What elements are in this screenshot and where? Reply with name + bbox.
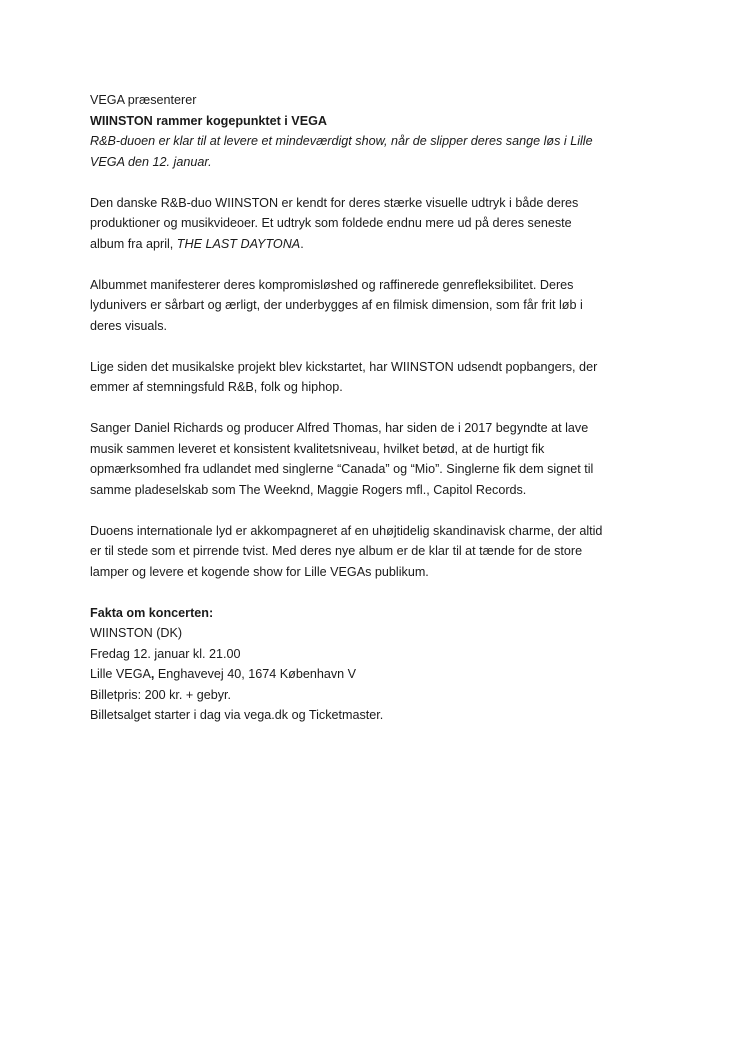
paragraph-5 [90,521,670,583]
paragraph-3 [90,357,670,398]
paragraph-4 [90,418,670,500]
album-title: THE LAST DAYTONA [176,236,301,251]
subheading-line-2: VEGA den 12. januar. [90,154,212,169]
facts-heading: Fakta om koncerten: [90,605,214,620]
facts-date-time: Fredag 12. januar kl. 21.00 [90,646,241,661]
paragraph-2 [90,275,670,337]
venue-address: Enghavevej 40, 1674 København V [154,667,357,681]
paragraph-1-line-1: Den danske R&B-duo WIINSTON er kendt for deres stærke visuelle udtryk i både deres [90,195,579,210]
facts-venue [90,664,670,685]
paragraph-4-line-3: opmærksomhed fra udlandet med singlerne “Canada” og “Mio”. Singlerne fik dem signet til [90,462,594,476]
album-prefix: album fra april, [90,236,177,251]
facts-price: Billetpris: 200 kr. + gebyr. [90,687,232,702]
paragraph-4-line-1: Sanger Daniel Richards og producer Alfred Thomas, har siden de i 2017 begyndte at lave [90,421,589,435]
venue-comma: , [150,667,155,681]
paragraph-1-line-2: produktioner og musikvideoer. Et udtryk som foldede endnu mere ud på deres seneste [90,216,572,230]
subheading-line-1: R&B-duoen er klar til at levere et mindeværdigt show, når de slipper deres sange løs i Lille [90,134,593,148]
paragraph-4-line-2: musik sammen leveret et konsistent kvalitetsniveau, hvilket betød, at de hurtigt fik [90,441,545,456]
album-suffix: . [300,236,304,251]
paragraph-4-line-4: samme pladeselskab som The Weeknd, Maggie Rogers mfl., Capitol Records. [90,482,527,497]
paragraph-2-line-2: lydunivers er sårbart og ærligt, der underbygges af en filmisk dimension, som får frit løb i [90,298,583,312]
document-content [90,90,670,726]
paragraph-1-line-3 [90,234,670,255]
venue-name: Lille VEGA [90,667,151,681]
paragraph-5-line-3: lamper og levere et kogende show for Lille VEGAs publikum. [90,564,429,579]
presenter-line: VEGA præsenterer [90,93,197,107]
facts-artist: WIINSTON (DK) [90,626,183,640]
paragraph-2-line-1: Albummet manifesterer deres kompromisløshed og raffinerede genrefleksibilitet. Deres [90,277,574,292]
paragraph-2-line-3: deres visuals. [90,318,167,333]
facts-sales: Billetsalget starter i dag via vega.dk og Ticketmaster. [90,708,384,722]
headline: WIINSTON rammer kogepunktet i VEGA [90,113,327,128]
paragraph-3-line-1: Lige siden det musikalske projekt blev kickstartet, har WIINSTON udsendt popbangers, der [90,359,598,374]
paragraph-3-line-2: emmer af stemningsfuld R&B, folk og hiphop. [90,380,343,394]
concert-facts [90,603,670,726]
paragraph-1 [90,193,670,255]
intro-block [90,90,670,172]
paragraph-5-line-2: er til stede som et pirrende tvist. Med deres nye album er de klar til at tænde for de store [90,544,583,558]
paragraph-5-line-1: Duoens internationale lyd er akkompagneret af en uhøjtidelig skandinavisk charme, der altid [90,523,603,538]
